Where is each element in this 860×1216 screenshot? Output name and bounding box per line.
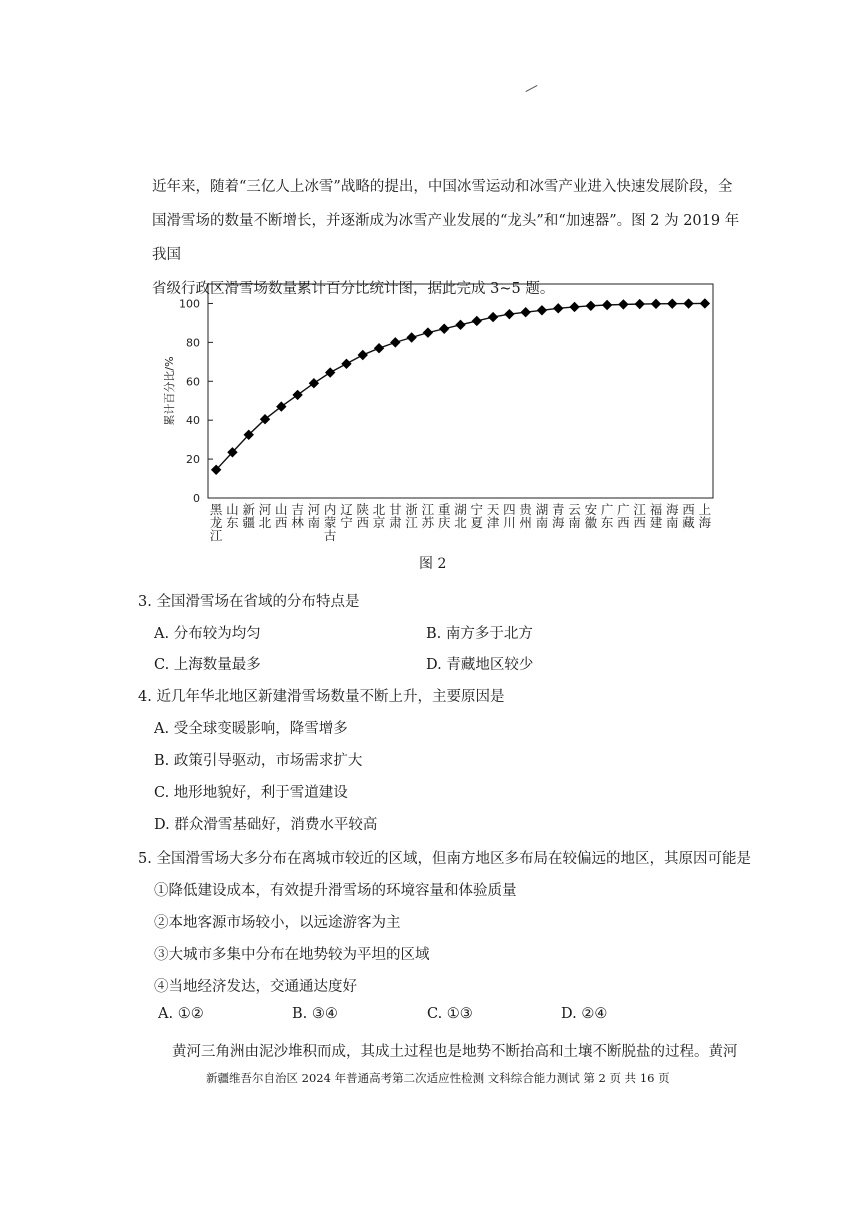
x-tick-label: 福建: [649, 502, 663, 530]
data-point: [634, 299, 644, 309]
next-passage-start: 黄河三角洲由泥沙堆积而成，其成土过程也是地势不断抬高和土壤不断脱盐的过程。黄河: [172, 1044, 738, 1060]
x-tick-label: 甘肃: [389, 502, 402, 530]
question-4-option-b: B. 政策引导驱动，市场需求扩大: [154, 753, 363, 769]
x-tick-label: 河南: [307, 502, 321, 530]
data-point: [455, 320, 465, 330]
data-point: [406, 332, 416, 342]
question-5-option-a: A. ①②: [158, 1006, 204, 1022]
y-tick-label: 80: [186, 336, 200, 350]
data-point: [586, 301, 596, 311]
data-point: [358, 350, 368, 360]
intro-line-1: 近年来，随着“三亿人上冰雪”战略的提出，中国冰雪运动和冰雪产业进入快速发展阶段，全: [152, 179, 733, 195]
scan-mark: [526, 85, 538, 92]
data-point: [683, 298, 693, 308]
y-tick-label: 40: [186, 414, 200, 428]
data-point: [700, 298, 710, 308]
x-tick-label: 湖南: [535, 502, 549, 530]
x-tick-label: 江西: [633, 502, 646, 530]
x-tick-label: 黑龙江: [209, 502, 223, 543]
question-4-option-c: C. 地形地貌好，利于雪道建设: [154, 785, 348, 801]
question-4-stem: 4. 近几年华北地区新建滑雪场数量不断上升，主要原因是: [138, 689, 505, 705]
x-tick-label: 上海: [698, 502, 712, 530]
data-point: [504, 309, 514, 319]
data-point: [520, 307, 530, 317]
data-point: [667, 298, 677, 308]
question-3-option-a: A. 分布较为均匀: [154, 626, 261, 642]
page-footer: 新疆维吾尔自治区 2024 年普通高考第二次适应性检测 文科综合能力测试 第 2 页 共 16 页: [206, 1071, 670, 1085]
question-3-option-c: C. 上海数量最多: [154, 657, 261, 673]
data-point: [569, 302, 579, 312]
x-tick-label: 云南: [568, 502, 581, 530]
question-5-statement-4: ④当地经济发达，交通通达度好: [154, 979, 357, 995]
question-3-option-d: D. 青藏地区较少: [426, 657, 534, 673]
y-tick-label: 60: [186, 375, 200, 389]
x-tick-label: 山西: [275, 502, 288, 530]
x-tick-label: 重庆: [437, 502, 451, 530]
data-point: [292, 390, 302, 400]
x-tick-label: 内蒙古: [323, 502, 337, 543]
x-tick-label: 天津: [486, 502, 500, 530]
figure-caption: 图 2: [419, 556, 447, 572]
x-tick-label: 宁夏: [470, 502, 484, 530]
data-point: [309, 378, 319, 388]
question-4-option-d: D. 群众滑雪基础好，消费水平较高: [154, 817, 378, 833]
x-tick-label: 安徽: [584, 502, 598, 530]
question-5-option-b: B. ③④: [292, 1006, 338, 1022]
question-5-option-d: D. ②④: [561, 1006, 608, 1022]
x-tick-label: 西藏: [682, 502, 695, 530]
x-tick-label: 广西: [617, 502, 630, 530]
cumulative-percent-chart: [155, 280, 725, 575]
data-point: [341, 359, 351, 369]
x-tick-label: 山东: [226, 502, 239, 530]
x-tick-label: 新疆: [242, 502, 255, 530]
x-tick-label: 浙江: [405, 502, 418, 530]
data-point: [651, 299, 661, 309]
question-3-option-b: B. 南方多于北方: [426, 626, 533, 642]
x-tick-label: 贵州: [519, 502, 532, 530]
question-5-option-c: C. ①③: [427, 1006, 473, 1022]
data-point: [439, 324, 449, 334]
data-point: [553, 303, 563, 313]
intro-line-3: 省级行政区滑雪场数量累计百分比统计图，据此完成 3~5 题。: [152, 281, 555, 297]
intro-line-2: 国滑雪场的数量不断增长，并逐渐成为冰雪产业发展的“龙头”和“加速器”。图 2 为 2019 年我国: [152, 213, 740, 263]
y-tick-label: 0: [193, 492, 200, 505]
data-point: [618, 299, 628, 309]
question-3-stem: 3. 全国滑雪场在省域的分布特点是: [138, 594, 360, 610]
data-point: [472, 316, 482, 326]
y-tick-label: 20: [186, 453, 200, 467]
data-point: [390, 337, 400, 347]
data-point: [325, 367, 335, 377]
x-tick-label: 辽宁: [340, 502, 353, 530]
x-tick-label: 四川: [503, 502, 516, 530]
data-point: [602, 300, 612, 310]
y-axis-label: 累计百分比/%: [163, 356, 176, 426]
x-tick-label: 湖北: [454, 502, 467, 530]
question-5-statement-2: ②本地客源市场较小，以远途游客为主: [154, 915, 401, 931]
plot-frame: [208, 284, 713, 498]
data-point: [423, 327, 433, 337]
data-point: [537, 305, 547, 315]
x-tick-label: 广东: [600, 502, 614, 530]
x-tick-label: 青海: [551, 502, 565, 530]
question-5-statement-1: ①降低建设成本，有效提升滑雪场的环境容量和体验质量: [154, 883, 517, 899]
x-tick-label: 北京: [372, 502, 386, 530]
question-4-option-a: A. 受全球变暖影响，降雪增多: [154, 721, 348, 737]
data-point: [374, 343, 384, 353]
x-tick-label: 江苏: [421, 502, 435, 530]
question-5-statement-3: ③大城市多集中分布在地势较为平坦的区域: [154, 947, 430, 963]
x-tick-label: 吉林: [291, 502, 304, 530]
y-tick-label: 100: [179, 297, 200, 311]
data-point: [488, 312, 498, 322]
x-tick-label: 河北: [258, 502, 272, 530]
x-tick-label: 陕西: [356, 502, 370, 530]
question-5-stem: 5. 全国滑雪场大多分布在离城市较近的区域，但南方地区多布局在较偏远的地区，其原因可能是: [138, 851, 751, 867]
x-tick-label: 海南: [666, 502, 679, 530]
